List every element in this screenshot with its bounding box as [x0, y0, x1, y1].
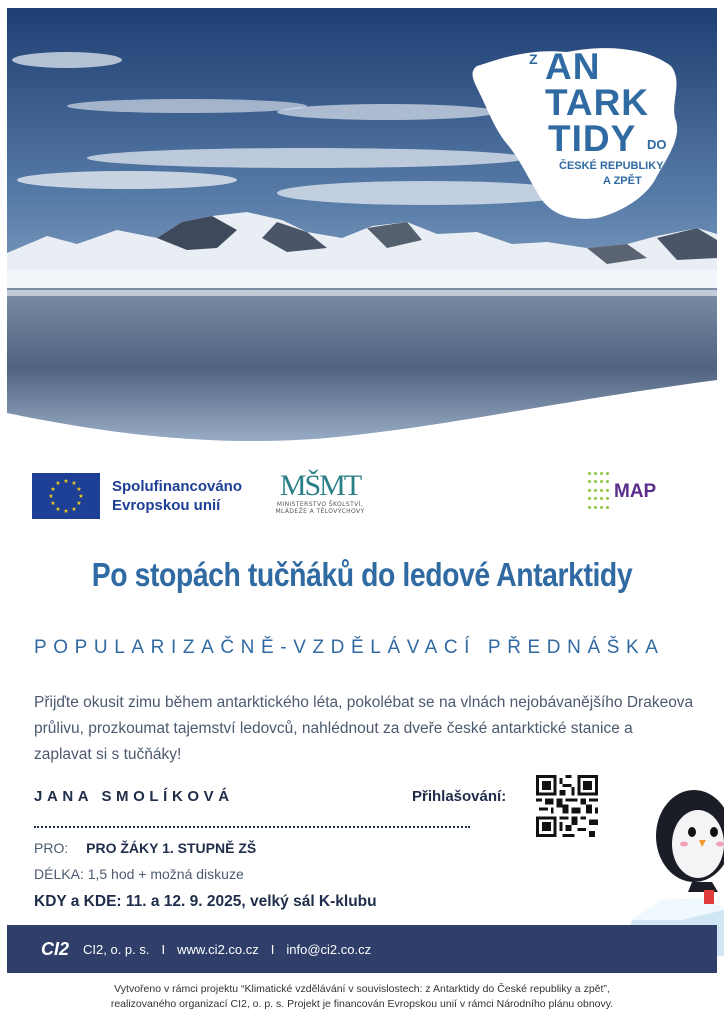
description: Přijďte okusit zimu během antarktického léta, pokolébat se na vlnách nejobávanějšího Drakeova průlivu, prozkoumat tajemství ledovců, nahlédnout za dveře české antarktické stanice a zaplavat si s tučňáky!	[34, 694, 694, 763]
registration-qr-code[interactable]	[536, 775, 598, 837]
pro-label: PRO:	[34, 840, 69, 856]
page-subtitle: POPULARIZAČNĚ-VZDĚLÁVACÍ PŘEDNÁŠKA	[34, 637, 665, 658]
svg-text:★: ★	[76, 486, 82, 493]
svg-text:★: ★	[78, 493, 84, 500]
svg-text:★: ★	[55, 480, 61, 487]
logo-ceske: ČESKÉ REPUBLIKY	[559, 160, 664, 172]
map-dots-icon	[588, 472, 610, 512]
audience-row	[34, 840, 256, 856]
svg-text:★: ★	[48, 493, 54, 500]
funding-note	[0, 982, 724, 1012]
msmt-logo	[268, 471, 372, 515]
svg-text:★: ★	[71, 506, 77, 513]
svg-text:★: ★	[50, 500, 56, 507]
footer-separator-2: I	[270, 941, 275, 957]
ci2-logo: CI2	[41, 938, 70, 959]
footer-email-link[interactable]: info@ci2.co.cz	[286, 941, 372, 957]
logo-do: DO	[647, 137, 667, 152]
map-word: MAP	[614, 481, 657, 502]
author-name: JANA SMOLÍKOVÁ	[34, 788, 234, 805]
logo-z: Z	[529, 51, 538, 67]
logo-tidy: TIDY	[548, 118, 637, 159]
msmt-mark: MŠMT	[279, 469, 361, 502]
footer-org: CI2, o. p. s.	[83, 941, 150, 957]
logo-an: AN	[545, 46, 601, 87]
pro-value: PRO ŽÁKY 1. STUPNĚ ZŠ	[86, 840, 257, 856]
footer-website-link[interactable]: www.ci2.co.cz	[177, 941, 259, 957]
footer-bar	[7, 925, 717, 973]
registration-label: Přihlašování:	[412, 788, 507, 805]
divider-dotted	[34, 826, 470, 828]
duration-row: DÉLKA: 1,5 hod + možná diskuze	[34, 866, 244, 882]
when-where: KDY a KDE: 11. a 12. 9. 2025, velký sál K-klubu	[34, 893, 377, 910]
page-title: Po stopách tučňáků do ledové Antarktidy	[91, 556, 633, 593]
svg-text:★: ★	[71, 480, 77, 487]
svg-text:★: ★	[63, 508, 69, 515]
eu-text-line2: Evropskou unií	[112, 497, 221, 514]
map-logo	[588, 472, 656, 512]
msmt-text-line1: MINISTERSTVO ŠKOLSTVÍ,	[276, 501, 364, 508]
eu-text-line1: Spolufinancováno	[112, 478, 243, 495]
hero-photo	[7, 8, 717, 448]
funding-note-line1: Vytvořeno v rámci projektu “Klimatické vzdělávání v souvislostech: z Antarktidy do České republiky a zpět”,	[114, 983, 610, 995]
svg-text:★: ★	[76, 500, 82, 507]
logo-tark: TARK	[545, 82, 650, 123]
svg-text:★: ★	[50, 486, 56, 493]
svg-text:★: ★	[63, 478, 69, 485]
funding-note-line2: realizovaného organizací CI2, o. p. s. Projekt je financován Evropskou unií v rámci Národního plánu obnovy.	[110, 998, 614, 1010]
footer-separator-1: I	[161, 941, 166, 957]
eu-flag-icon	[32, 473, 100, 519]
eu-cofunded-logo	[32, 473, 242, 519]
svg-text:★: ★	[55, 506, 61, 513]
logo-azpet: A ZPĚT	[603, 175, 642, 187]
msmt-text-line2: MLÁDEŽE A TĚLOVÝCHOVY	[275, 508, 365, 515]
